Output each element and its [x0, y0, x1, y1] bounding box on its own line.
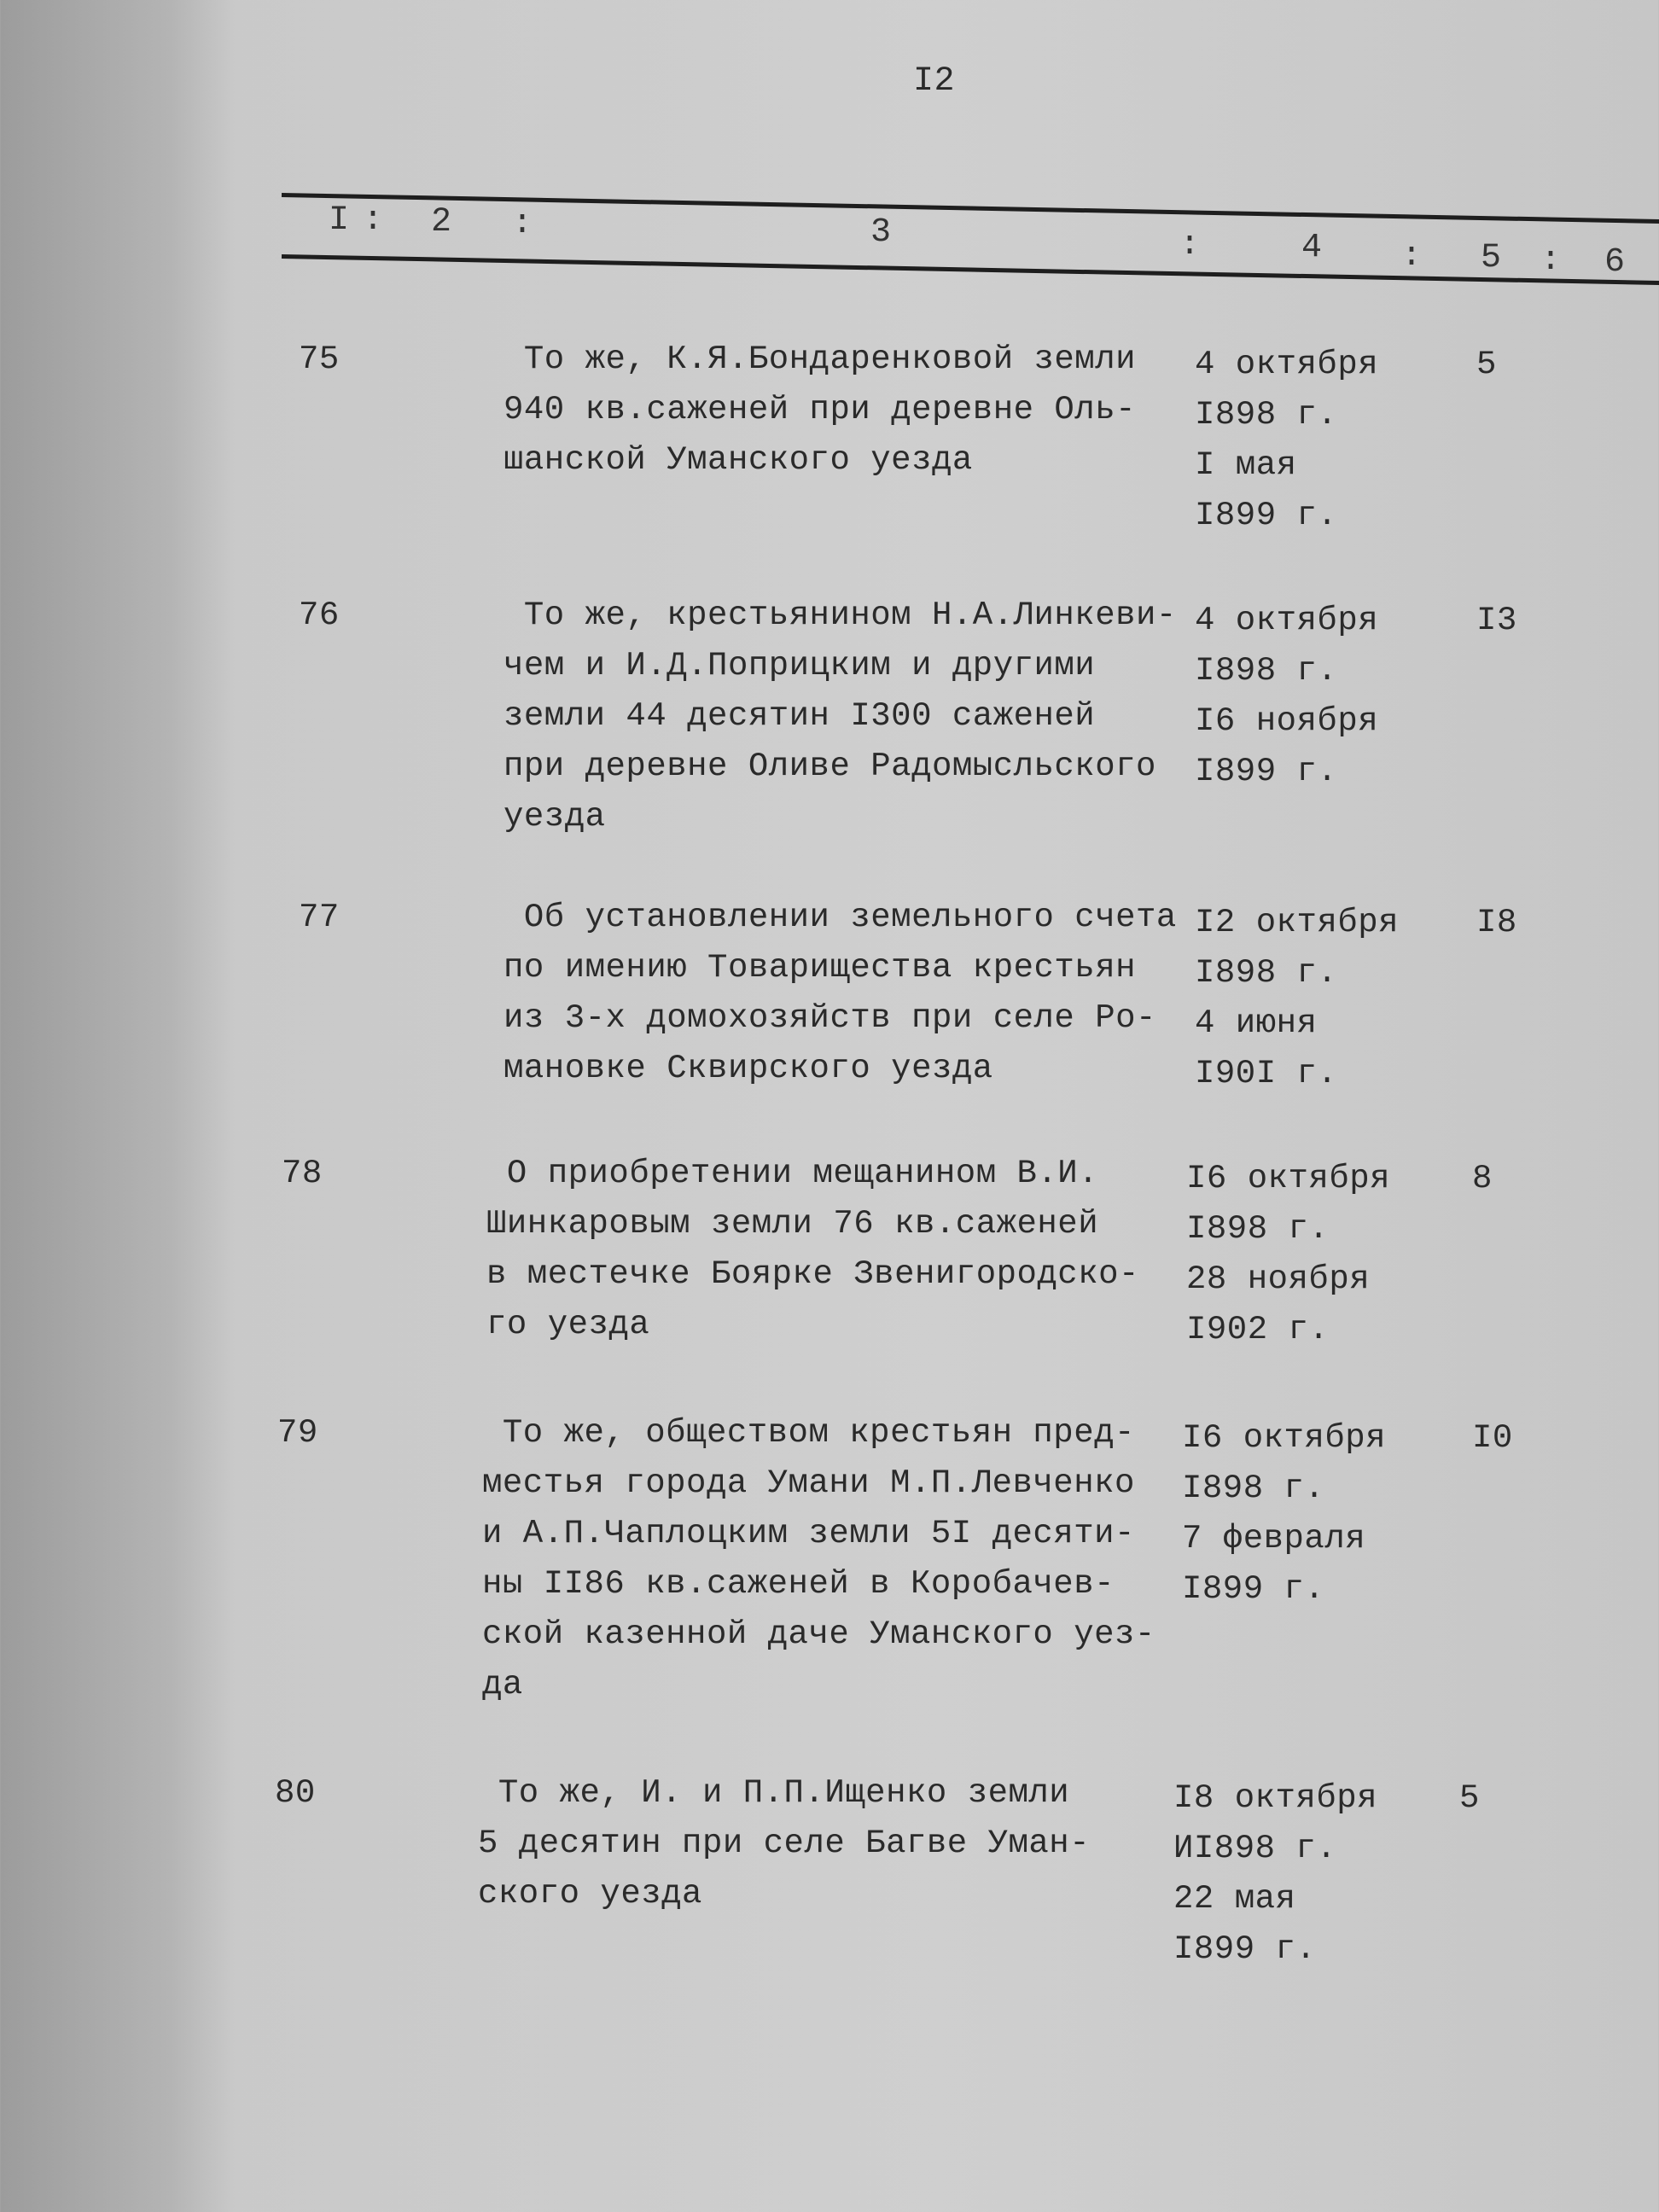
row-description: То же, крестьянином Н.А.Линкеви- чем и И.Д.Поприцким и другими земли 44 десятин I300 саженей при деревне Оливе Радомысльского уезда — [504, 597, 1177, 835]
row-col5: I3 — [1476, 602, 1517, 639]
header-sep: : — [1401, 237, 1423, 276]
header-col-4: 4 — [1301, 229, 1323, 267]
row-dates: I6 октября I898 г. 28 ноября I902 г. — [1186, 1160, 1391, 1348]
row-col5: 5 — [1476, 346, 1497, 383]
row-dates: 4 октября I898 г. I мая I899 г. — [1195, 346, 1379, 534]
row-dates: I6 октября I898 г. 7 февраля I899 г. — [1182, 1419, 1387, 1608]
row-dates: I2 октября I898 г. 4 июня I90I г. — [1195, 904, 1400, 1092]
header-col-2: 2 — [431, 203, 452, 242]
table-header-bottom-rule — [282, 254, 1659, 285]
row-number: 80 — [275, 1774, 316, 1812]
header-col-5: 5 — [1481, 239, 1502, 277]
row-description: То же, И. и П.П.Ищенко земли 5 десятин при селе Багве Уман- ского уезда — [478, 1774, 1091, 1912]
row-col5: I0 — [1472, 1419, 1513, 1457]
row-col5: 5 — [1459, 1779, 1480, 1817]
header-col-6: 6 — [1604, 243, 1626, 282]
row-description: То же, К.Я.Бондаренковой земли 940 кв.саженей при деревне Оль- шанской Уманского уезда — [504, 341, 1137, 479]
row-description: О приобретении мещанином В.И. Шинкаровым земли 76 кв.саженей в местечке Боярке Звенигородско- го уезда — [486, 1155, 1139, 1343]
header-sep: : — [1540, 242, 1562, 280]
header-sep: : — [1179, 226, 1201, 265]
row-description: Об установлении земельного счета по имению Товарищества крестьян из 3-х домохозяйств при селе Ро- мановке Сквирского уезда — [504, 899, 1177, 1087]
row-number: 77 — [299, 899, 340, 936]
header-sep: : — [512, 205, 533, 243]
row-description: То же, обществом крестьян пред- местья города Умани М.П.Левченко и А.П.Чаплоцким земли 5I десяти- ны II86 кв.саженей в Коробачев- ской казенной даче Уманского уез- да — [482, 1414, 1155, 1703]
header-col-3: 3 — [870, 213, 892, 252]
row-number: 78 — [282, 1155, 323, 1192]
page-number: I2 — [913, 62, 956, 101]
row-dates: 4 октября I898 г. I6 ноября I899 г. — [1195, 602, 1379, 790]
row-col5: I8 — [1476, 904, 1517, 941]
row-dates: I8 октября ИI898 г. 22 мая I899 г. — [1173, 1779, 1378, 1968]
row-col5: 8 — [1472, 1160, 1493, 1197]
row-number: 75 — [299, 341, 340, 378]
header-col-1: I — [329, 201, 350, 240]
row-number: 79 — [277, 1414, 318, 1452]
row-number: 76 — [299, 597, 340, 634]
table-header-top-rule — [282, 193, 1659, 224]
header-sep: : — [363, 201, 384, 240]
